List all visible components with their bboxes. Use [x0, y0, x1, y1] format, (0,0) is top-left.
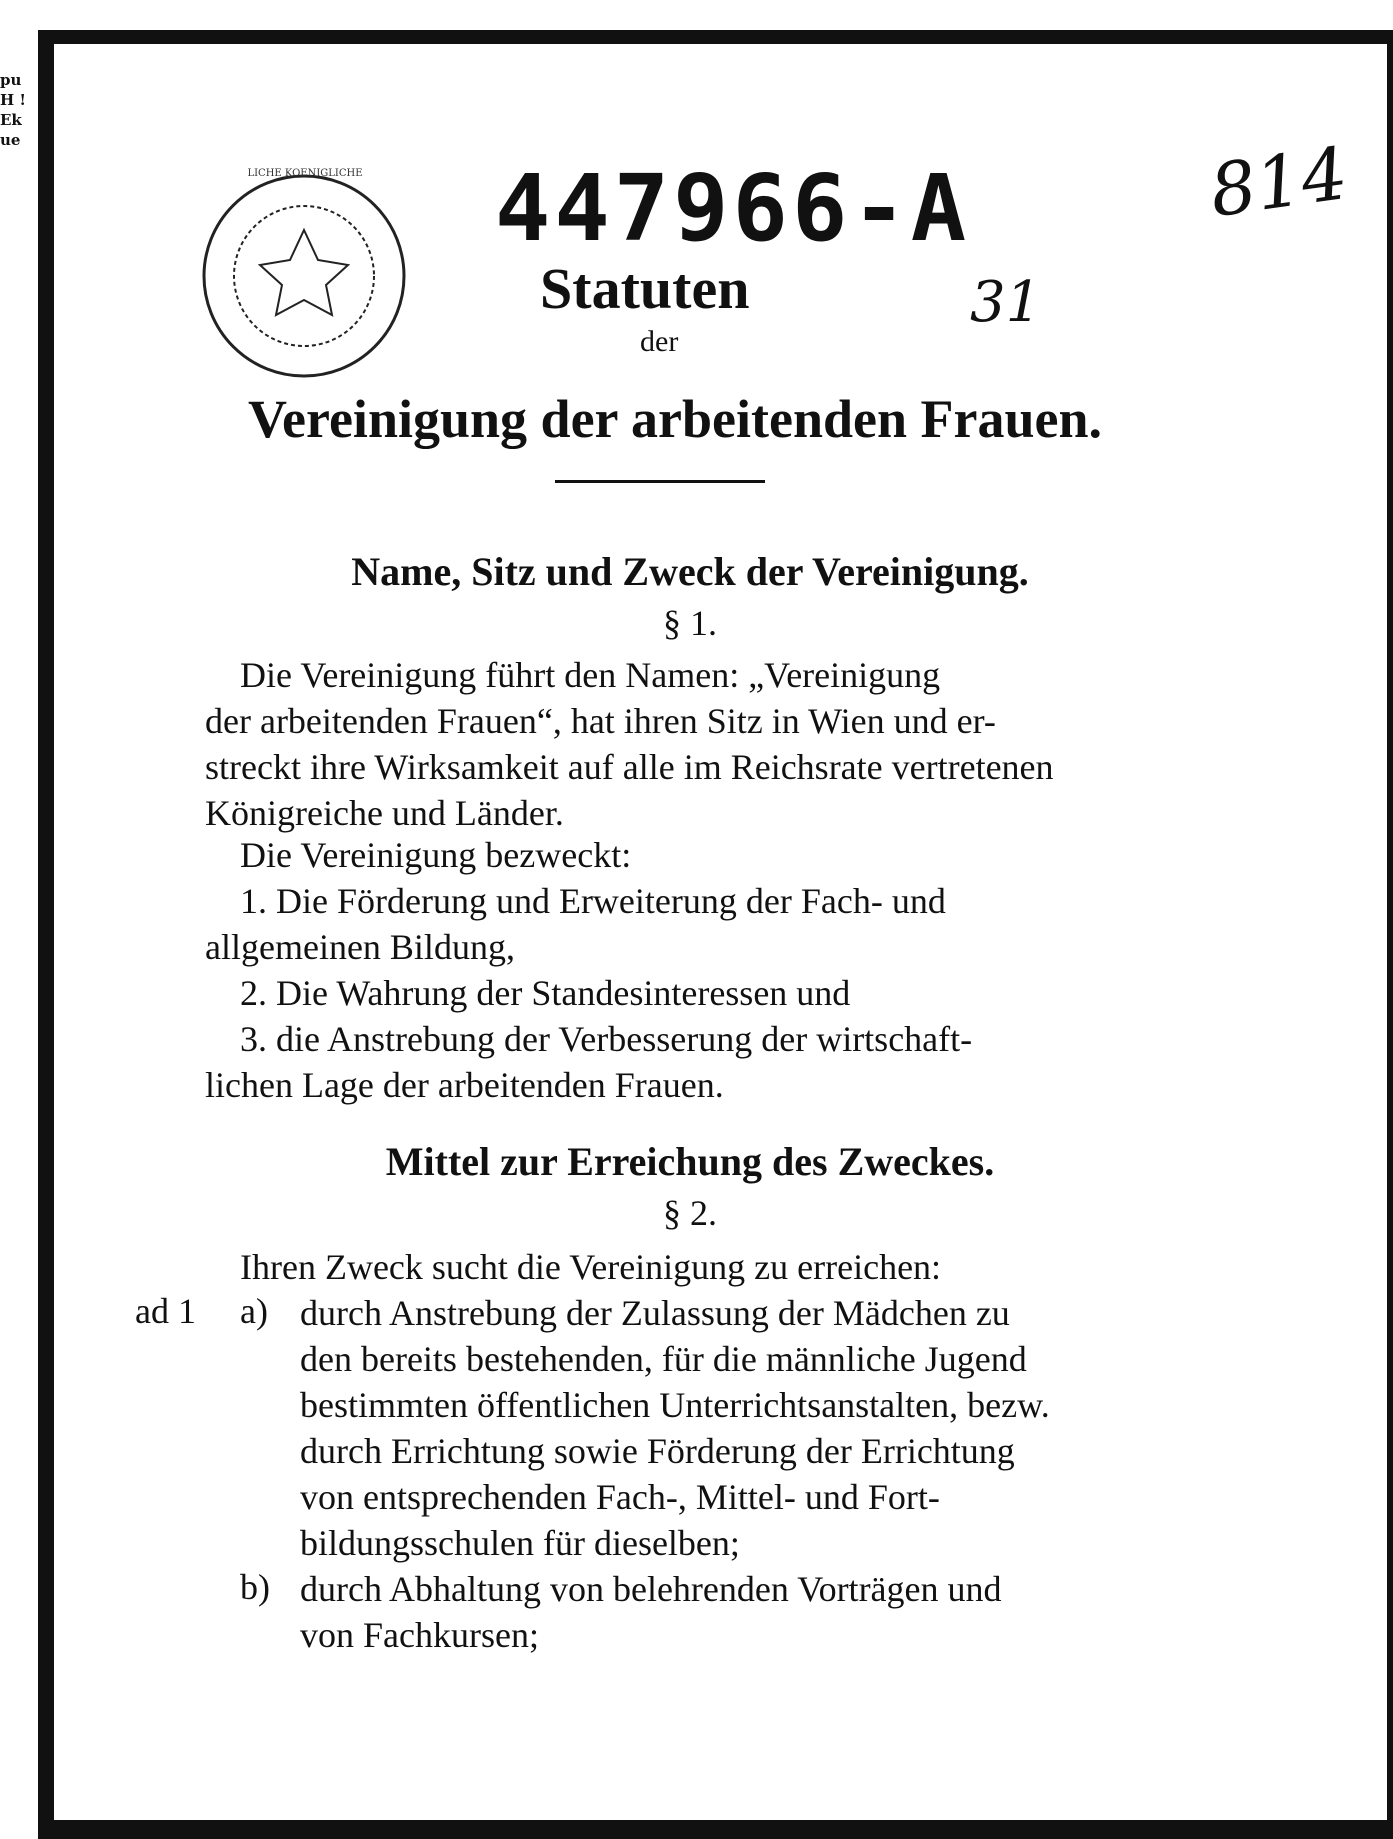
scan-border-left [38, 30, 54, 1820]
text-line: den bereits bestehenden, für die männliche Jugend [300, 1339, 1027, 1379]
section2-heading: Mittel zur Erreichung des Zweckes. [385, 1139, 995, 1184]
text-line: Die Vereinigung führt den Namen: „Vereinigung [240, 655, 941, 695]
handwritten-mark: 814 [1204, 130, 1353, 234]
margin-fragment-text: pu H ! Ek ue [0, 71, 26, 149]
section1-heading: Name, Sitz und Zweck der Vereinigung. [351, 549, 1029, 594]
title-connector: der [640, 325, 679, 358]
scan-border-bottom [38, 1820, 1393, 1839]
document-number: 447966-A [495, 155, 971, 262]
scan-border-top [38, 30, 1393, 44]
ad-label: ad 1 [135, 1291, 196, 1331]
list-item: 1. Die Förderung und Erweiterung der Fach- und [240, 881, 946, 921]
stamp-label: LICHE KOENIGLICHE [247, 168, 363, 179]
text-line: durch Anstrebung der Zulassung der Mädchen zu [300, 1293, 1010, 1333]
text-line: Die Vereinigung bezweckt: [240, 835, 632, 875]
item-a-letter: a) [240, 1291, 268, 1331]
library-stamp [198, 170, 410, 382]
text-line: durch Errichtung sowie Förderung der Errichtung [300, 1431, 1015, 1471]
organization-title: Vereinigung der arbeitenden Frauen. [247, 389, 1103, 449]
list-item: 2. Die Wahrung der Standesinteressen und [240, 973, 851, 1013]
text-line: von entsprechenden Fach-, Mittel- und Fort- [300, 1477, 940, 1517]
title-divider [555, 480, 765, 483]
section2-sign: § 2. [663, 1193, 717, 1233]
item-b-letter: b) [240, 1567, 270, 1607]
text-line: durch Abhaltung von belehrenden Vorträgen und [300, 1569, 1002, 1609]
text-line: streckt ihre Wirksamkeit auf alle im Reichsrate vertretenen [205, 747, 1054, 787]
text-line: Ihren Zweck sucht die Vereinigung zu erreichen: [240, 1247, 942, 1287]
text-line: bildungsschulen für dieselben; [300, 1523, 740, 1563]
list-item: allgemeinen Bildung, [205, 927, 515, 967]
page-title: Statuten [540, 256, 750, 321]
text-line: bestimmten öffentlichen Unterrichtsanstalten, bezw. [300, 1385, 1050, 1425]
handwritten-31: 31 [970, 270, 1042, 335]
section1-sign: § 1. [663, 603, 717, 643]
item-b-text [300, 1566, 1195, 1658]
list-item: lichen Lage der arbeitenden Frauen. [205, 1065, 724, 1105]
scan-border-right [1387, 30, 1393, 1839]
text-line: der arbeitenden Frauen“, hat ihren Sitz in Wien und er- [205, 701, 996, 741]
text-line: von Fachkursen; [300, 1615, 539, 1655]
item-a-text [300, 1290, 1195, 1566]
section2-intro [205, 1244, 1195, 1290]
list-item: 3. die Anstrebung der Verbesserung der wirtschaft- [240, 1019, 973, 1059]
section1-paragraph1 [205, 652, 1195, 836]
text-line: Königreiche und Länder. [205, 793, 564, 833]
section1-purpose [205, 832, 1195, 1108]
